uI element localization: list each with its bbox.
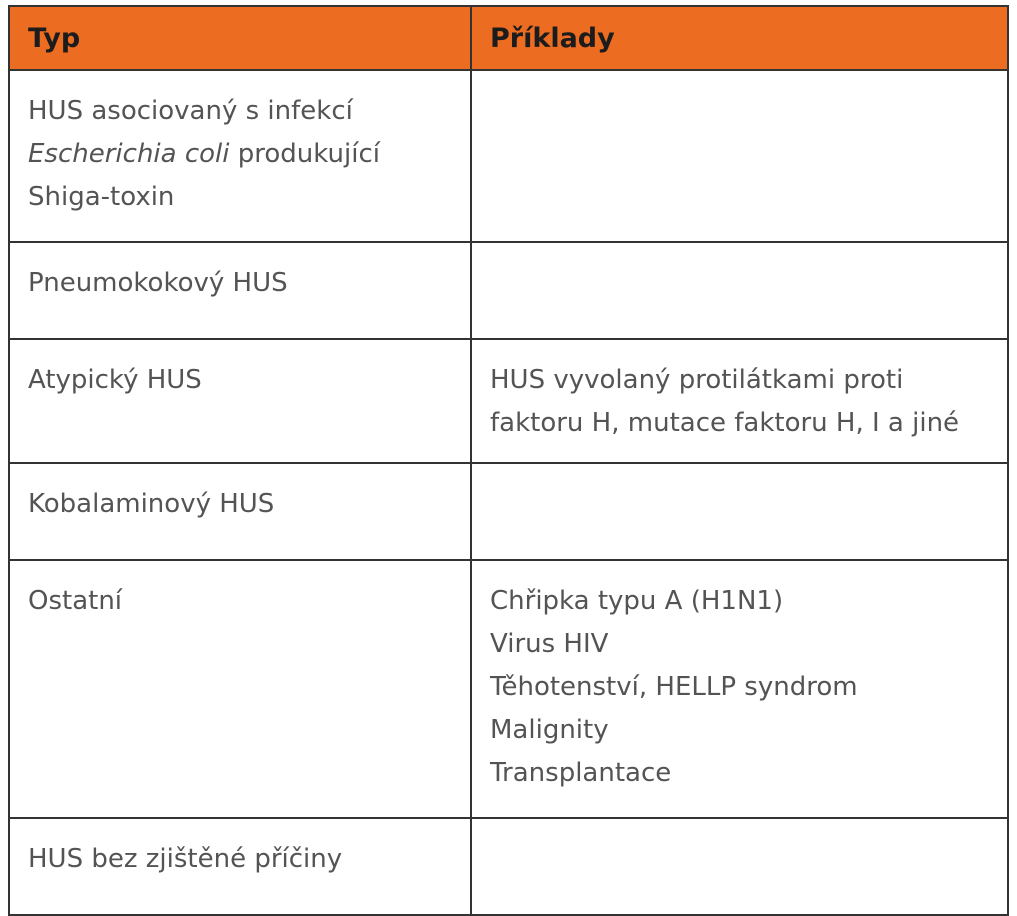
typ-text: Atypický HUS <box>28 365 202 395</box>
table-row <box>9 242 1008 339</box>
typ-cell <box>9 463 471 560</box>
typ-italic-text: Escherichia coli <box>28 139 230 169</box>
priklad-line: Těhotenství, HELLP syndrom <box>490 672 858 702</box>
table-row <box>9 818 1008 915</box>
priklad-line: Chřipka typu A (H1N1) <box>490 586 784 616</box>
priklad-line: faktoru H, mutace faktoru H, I a jiné <box>490 408 960 438</box>
priklady-cell <box>471 463 1008 560</box>
priklad-line: HUS vyvolaný protilátkami proti <box>490 365 904 395</box>
typ-cell <box>9 242 471 339</box>
typ-line: HUS asociovaný s infekcí <box>28 96 353 126</box>
typ-text: Pneumokokový HUS <box>28 268 288 298</box>
column-header-priklady: Příklady <box>471 6 1008 70</box>
priklad-line: Malignity <box>490 715 609 745</box>
priklady-cell <box>471 242 1008 339</box>
table-body <box>9 70 1008 915</box>
priklad-line: Transplantace <box>490 758 672 788</box>
table-row <box>9 560 1008 818</box>
typ-cell <box>9 560 471 818</box>
typ-line: Shiga-toxin <box>28 182 175 212</box>
typ-text: Ostatní <box>28 586 123 616</box>
priklady-cell <box>471 70 1008 242</box>
typ-cell <box>9 70 471 242</box>
typ-text: produkující <box>229 139 380 169</box>
table-header <box>9 6 1008 70</box>
table-row <box>9 70 1008 242</box>
column-header-typ: Typ <box>9 6 471 70</box>
priklady-cell <box>471 818 1008 915</box>
header-row <box>9 6 1008 70</box>
table-row <box>9 339 1008 463</box>
table-row <box>9 463 1008 560</box>
typ-text: Kobalaminový HUS <box>28 489 275 519</box>
priklady-cell <box>471 560 1008 818</box>
priklad-line: Virus HIV <box>490 629 609 659</box>
priklady-cell <box>471 339 1008 463</box>
hus-types-table <box>8 5 1009 916</box>
typ-cell <box>9 339 471 463</box>
typ-cell <box>9 818 471 915</box>
typ-text: HUS bez zjištěné příčiny <box>28 844 343 874</box>
typ-line <box>28 133 452 176</box>
